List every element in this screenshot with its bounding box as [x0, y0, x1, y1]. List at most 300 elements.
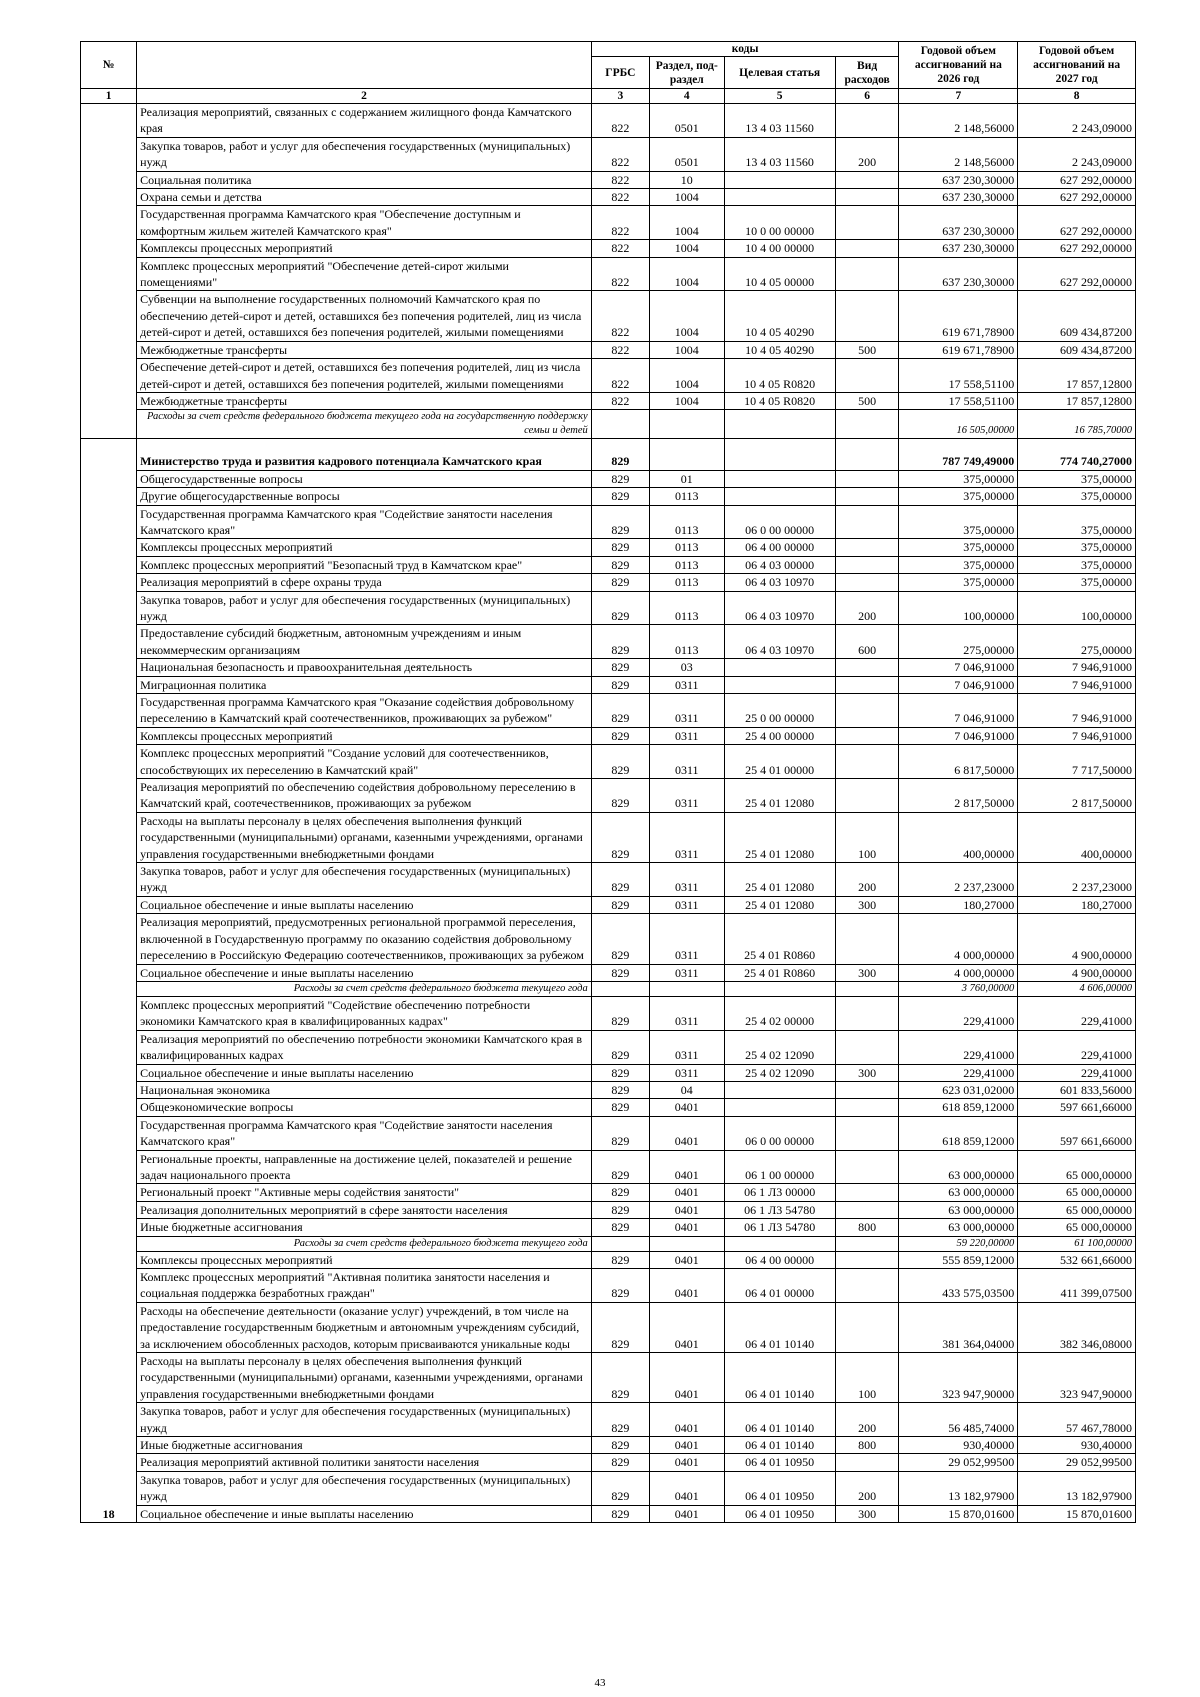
cell-target — [724, 470, 835, 487]
cell-target: 06 1 00 00000 — [724, 1150, 835, 1184]
cell-name: Комплексы процессных мероприятий — [137, 1251, 592, 1268]
cell-grbs: 829 — [591, 1116, 649, 1150]
table-row — [81, 189, 1136, 206]
cell-grbs: 829 — [591, 812, 649, 862]
cell-target: 06 0 00 00000 — [724, 505, 835, 539]
cell-grbs: 829 — [591, 1064, 649, 1081]
cell-target — [724, 439, 835, 470]
cell-target: 10 4 05 R0820 — [724, 392, 835, 409]
cell-target: 06 4 01 10950 — [724, 1471, 835, 1505]
column-number: 7 — [899, 89, 1018, 104]
cell-exptype — [835, 359, 899, 393]
cell-grbs: 829 — [591, 1471, 649, 1505]
cell-exptype — [835, 779, 899, 813]
header-codes: коды — [591, 42, 899, 57]
cell-amount-2027: 65 000,00000 — [1018, 1219, 1136, 1236]
cell-exptype: 300 — [835, 1064, 899, 1081]
cell-name: Реализация мероприятий в сфере охраны труда — [137, 574, 592, 591]
cell-section: 0401 — [650, 1505, 725, 1522]
table-row — [81, 625, 1136, 659]
cell-target — [724, 659, 835, 676]
table-row — [81, 996, 1136, 1030]
cell-target: 25 4 00 00000 — [724, 727, 835, 744]
cell-grbs: 822 — [591, 189, 649, 206]
cell-section: 1004 — [650, 392, 725, 409]
cell-amount-2027: 609 434,87200 — [1018, 291, 1136, 341]
cell-section: 04 — [650, 1081, 725, 1098]
cell-target: 10 4 05 40290 — [724, 341, 835, 358]
cell-exptype — [835, 727, 899, 744]
cell-target: 06 4 01 10140 — [724, 1353, 835, 1403]
table-row-note — [81, 1236, 1136, 1251]
cell-exptype — [835, 996, 899, 1030]
cell-name: Закупка товаров, работ и услуг для обеспечения государственных (муниципальных) нужд — [137, 863, 592, 897]
cell-amount-2026: 229,41000 — [899, 1030, 1018, 1064]
cell-section: 0401 — [650, 1116, 725, 1150]
cell-exptype: 600 — [835, 625, 899, 659]
cell-amount-2026: 555 859,12000 — [899, 1251, 1018, 1268]
table-row — [81, 812, 1136, 862]
table-row — [81, 1150, 1136, 1184]
cell-section: 0401 — [650, 1099, 725, 1116]
cell-target: 06 4 01 10950 — [724, 1505, 835, 1522]
cell-exptype — [835, 694, 899, 728]
cell-exptype — [835, 1269, 899, 1303]
cell-name: Иные бюджетные ассигнования — [137, 1219, 592, 1236]
cell-exptype — [835, 291, 899, 341]
cell-name: Комплекс процессных мероприятий "Активная политика занятости населения и социальная поддержка безработных граждан" — [137, 1269, 592, 1303]
table-row — [81, 694, 1136, 728]
table-row — [81, 1081, 1136, 1098]
cell-exptype — [835, 505, 899, 539]
cell-target — [724, 488, 835, 505]
table-row — [81, 1454, 1136, 1471]
cell-amount-2027: 4 606,00000 — [1018, 981, 1136, 996]
cell-section: 0401 — [650, 1471, 725, 1505]
cell-name: Реализация мероприятий, предусмотренных региональной программой переселения, включенной в Государственную программу по оказанию содействия добровольному переселению в Российскую Федерацию соотечественников, проживающих за рубежом — [137, 914, 592, 964]
header-target: Целевая статья — [724, 57, 835, 89]
table-row — [81, 206, 1136, 240]
cell-exptype — [835, 1116, 899, 1150]
cell-name: Охрана семьи и детства — [137, 189, 592, 206]
cell-exptype: 300 — [835, 964, 899, 981]
cell-grbs: 829 — [591, 1403, 649, 1437]
cell-section: 0311 — [650, 812, 725, 862]
cell-name: Общегосударственные вопросы — [137, 470, 592, 487]
cell-exptype — [835, 914, 899, 964]
cell-grbs: 822 — [591, 341, 649, 358]
cell-amount-2027: 4 900,00000 — [1018, 914, 1136, 964]
cell-grbs: 829 — [591, 896, 649, 913]
cell-target — [724, 981, 835, 996]
header-2027: Годовой объем ассигнований на 2027 год — [1018, 42, 1136, 89]
cell-amount-2026: 375,00000 — [899, 574, 1018, 591]
cell-name: Комплексы процессных мероприятий — [137, 727, 592, 744]
cell-exptype: 200 — [835, 591, 899, 625]
cell-amount-2026: 2 148,56000 — [899, 137, 1018, 171]
table-row — [81, 1099, 1136, 1116]
cell-section: 1004 — [650, 359, 725, 393]
cell-name: Национальная экономика — [137, 1081, 592, 1098]
cell-exptype — [835, 189, 899, 206]
cell-amount-2027: 323 947,90000 — [1018, 1353, 1136, 1403]
cell-amount-2026: 637 230,30000 — [899, 171, 1018, 188]
cell-target: 06 1 Л3 54780 — [724, 1201, 835, 1218]
cell-section: 0401 — [650, 1201, 725, 1218]
cell-exptype: 800 — [835, 1219, 899, 1236]
table-row — [81, 539, 1136, 556]
cell-section: 1004 — [650, 341, 725, 358]
cell-name: Социальное обеспечение и иные выплаты населению — [137, 1505, 592, 1522]
column-number: 2 — [137, 89, 592, 104]
cell-exptype — [835, 1030, 899, 1064]
table-row — [81, 470, 1136, 487]
cell-exptype: 800 — [835, 1437, 899, 1454]
cell-target — [724, 410, 835, 439]
cell-amount-2026: 229,41000 — [899, 996, 1018, 1030]
cell-amount-2026: 15 870,01600 — [899, 1505, 1018, 1522]
cell-section — [650, 981, 725, 996]
cell-amount-2027: 7 717,50000 — [1018, 745, 1136, 779]
cell-amount-2027: 100,00000 — [1018, 591, 1136, 625]
cell-grbs: 829 — [591, 1201, 649, 1218]
cell-amount-2027: 61 100,00000 — [1018, 1236, 1136, 1251]
cell-amount-2027: 601 833,56000 — [1018, 1081, 1136, 1098]
cell-grbs: 829 — [591, 505, 649, 539]
cell-target — [724, 1236, 835, 1251]
cell-section: 10 — [650, 171, 725, 188]
cell-amount-2027: 7 946,91000 — [1018, 659, 1136, 676]
cell-section — [650, 1236, 725, 1251]
cell-target: 25 4 01 00000 — [724, 745, 835, 779]
cell-amount-2027: 275,00000 — [1018, 625, 1136, 659]
cell-amount-2026: 619 671,78900 — [899, 291, 1018, 341]
cell-name: Государственная программа Камчатского края "Содействие занятости населения Камчатского края" — [137, 1116, 592, 1150]
cell-grbs: 829 — [591, 863, 649, 897]
cell-amount-2026: 7 046,91000 — [899, 694, 1018, 728]
cell-name: Государственная программа Камчатского края "Обеспечение доступным и комфортным жильем жителей Камчатского края" — [137, 206, 592, 240]
cell-section: 0311 — [650, 745, 725, 779]
cell-grbs: 829 — [591, 745, 649, 779]
cell-exptype: 100 — [835, 1353, 899, 1403]
cell-grbs: 829 — [591, 1081, 649, 1098]
table-row — [81, 659, 1136, 676]
cell-exptype — [835, 488, 899, 505]
cell-amount-2026: 618 859,12000 — [899, 1116, 1018, 1150]
cell-name: Расходы на выплаты персоналу в целях обеспечения выполнения функций государственными (муниципальными) органами, казенными учреждениями, органами управления государственными внебюджетными фондами — [137, 1353, 592, 1403]
cell-exptype — [835, 676, 899, 693]
page-number: 43 — [594, 1677, 606, 1689]
cell-section: 0113 — [650, 505, 725, 539]
cell-grbs: 822 — [591, 240, 649, 257]
table-row-note — [81, 410, 1136, 439]
cell-amount-2026: 275,00000 — [899, 625, 1018, 659]
cell-section: 0311 — [650, 896, 725, 913]
table-row — [81, 291, 1136, 341]
cell-exptype — [835, 1302, 899, 1352]
cell-grbs: 829 — [591, 1099, 649, 1116]
cell-exptype — [835, 1081, 899, 1098]
cell-amount-2026: 56 485,74000 — [899, 1403, 1018, 1437]
cell-exptype — [835, 539, 899, 556]
cell-name: Иные бюджетные ассигнования — [137, 1437, 592, 1454]
cell-grbs: 829 — [591, 1302, 649, 1352]
cell-grbs: 829 — [591, 659, 649, 676]
table-row — [81, 359, 1136, 393]
column-number: 1 — [81, 89, 137, 104]
cell-amount-2027: 17 857,12800 — [1018, 359, 1136, 393]
cell-grbs: 829 — [591, 1454, 649, 1471]
table-row — [81, 1251, 1136, 1268]
cell-amount-2027: 2 243,09000 — [1018, 137, 1136, 171]
cell-target: 25 0 00 00000 — [724, 694, 835, 728]
cell-target: 25 4 01 12080 — [724, 812, 835, 862]
cell-amount-2026: 29 052,99500 — [899, 1454, 1018, 1471]
cell-name: Региональный проект "Активные меры содействия занятости" — [137, 1184, 592, 1201]
cell-exptype — [835, 1099, 899, 1116]
cell-amount-2026: 323 947,90000 — [899, 1353, 1018, 1403]
cell-amount-2027: 382 346,08000 — [1018, 1302, 1136, 1352]
cell-exptype — [835, 659, 899, 676]
cell-amount-2027: 65 000,00000 — [1018, 1201, 1136, 1218]
cell-grbs — [591, 981, 649, 996]
cell-exptype: 200 — [835, 1403, 899, 1437]
cell-amount-2027: 4 900,00000 — [1018, 964, 1136, 981]
cell-name: Общеэкономические вопросы — [137, 1099, 592, 1116]
cell-amount-2027: 375,00000 — [1018, 539, 1136, 556]
cell-amount-2026: 381 364,04000 — [899, 1302, 1018, 1352]
cell-grbs: 829 — [591, 470, 649, 487]
cell-amount-2026: 13 182,97900 — [899, 1471, 1018, 1505]
cell-amount-2027: 229,41000 — [1018, 1030, 1136, 1064]
cell-amount-2026: 7 046,91000 — [899, 727, 1018, 744]
cell-grbs: 829 — [591, 591, 649, 625]
cell-grbs: 829 — [591, 779, 649, 813]
budget-table — [80, 41, 1136, 1523]
cell-section: 0401 — [650, 1437, 725, 1454]
cell-amount-2027: 627 292,00000 — [1018, 240, 1136, 257]
cell-amount-2026: 375,00000 — [899, 488, 1018, 505]
cell-amount-2026: 375,00000 — [899, 556, 1018, 573]
cell-grbs: 829 — [591, 1030, 649, 1064]
cell-exptype: 300 — [835, 896, 899, 913]
table-row — [81, 1505, 1136, 1522]
cell-section: 0401 — [650, 1219, 725, 1236]
cell-amount-2026: 375,00000 — [899, 470, 1018, 487]
cell-amount-2027: 17 857,12800 — [1018, 392, 1136, 409]
cell-target — [724, 171, 835, 188]
cell-amount-2027: 29 052,99500 — [1018, 1454, 1136, 1471]
cell-target: 10 4 00 00000 — [724, 240, 835, 257]
cell-name: Закупка товаров, работ и услуг для обеспечения государственных (муниципальных) нужд — [137, 137, 592, 171]
cell-name: Закупка товаров, работ и услуг для обеспечения государственных (муниципальных) нужд — [137, 1403, 592, 1437]
cell-section: 1004 — [650, 240, 725, 257]
cell-amount-2027: 2 243,09000 — [1018, 104, 1136, 138]
cell-amount-2027: 774 740,27000 — [1018, 439, 1136, 470]
cell-amount-2027: 375,00000 — [1018, 505, 1136, 539]
cell-target: 25 4 01 R0860 — [724, 914, 835, 964]
table-row — [81, 1201, 1136, 1218]
table-row-ministry — [81, 439, 1136, 470]
cell-grbs: 829 — [591, 676, 649, 693]
cell-amount-2027: 375,00000 — [1018, 470, 1136, 487]
table-row — [81, 896, 1136, 913]
cell-name: Обеспечение детей-сирот и детей, оставшихся без попечения родителей, лиц из числа детей-сирот и детей, оставшихся без попечения родителей, жилыми помещениями — [137, 359, 592, 393]
cell-section: 0401 — [650, 1403, 725, 1437]
cell-amount-2026: 4 000,00000 — [899, 914, 1018, 964]
cell-grbs: 829 — [591, 1353, 649, 1403]
cell-grbs: 822 — [591, 206, 649, 240]
cell-grbs: 822 — [591, 359, 649, 393]
table-row — [81, 914, 1136, 964]
cell-exptype — [835, 1150, 899, 1184]
cell-section: 0113 — [650, 556, 725, 573]
cell-name: Расходы на обеспечение деятельности (оказание услуг) учреждений, в том числе на предоставление государственным бюджетным и автономным учреждениям субсидий, за исключением обособленных расходов, которым присваиваются уникальные коды — [137, 1302, 592, 1352]
cell-exptype — [835, 410, 899, 439]
cell-exptype — [835, 1184, 899, 1201]
table-row — [81, 240, 1136, 257]
cell-amount-2026: 375,00000 — [899, 539, 1018, 556]
table-row — [81, 863, 1136, 897]
table-row — [81, 727, 1136, 744]
cell-amount-2026: 63 000,00000 — [899, 1219, 1018, 1236]
cell-grbs: 829 — [591, 1184, 649, 1201]
cell-target: 06 4 03 10970 — [724, 591, 835, 625]
cell-exptype — [835, 556, 899, 573]
cell-exptype — [835, 745, 899, 779]
cell-name: Субвенции на выполнение государственных полномочий Камчатского края по обеспечению детей-сирот и детей, оставшихся без попечения родителей, лиц из числа детей-сирот и детей, оставшихся без попечения родителей, жилыми помещениями — [137, 291, 592, 341]
cell-name: Расходы на выплаты персоналу в целях обеспечения выполнения функций государственными (муниципальными) органами, казенными учреждениями, органами управления государственными внебюджетными фондами — [137, 812, 592, 862]
cell-amount-2027: 180,27000 — [1018, 896, 1136, 913]
cell-name: Реализация мероприятий, связанных с содержанием жилищного фонда Камчатского края — [137, 104, 592, 138]
table-row — [81, 964, 1136, 981]
cell-amount-2027: 627 292,00000 — [1018, 189, 1136, 206]
cell-exptype — [835, 439, 899, 470]
cell-target: 06 4 03 10970 — [724, 574, 835, 591]
cell-target: 25 4 02 12090 — [724, 1064, 835, 1081]
cell-amount-2027: 627 292,00000 — [1018, 171, 1136, 188]
cell-name: Социальное обеспечение и иные выплаты населению — [137, 1064, 592, 1081]
cell-exptype — [835, 1201, 899, 1218]
cell-grbs — [591, 410, 649, 439]
table-row — [81, 488, 1136, 505]
cell-section: 0311 — [650, 863, 725, 897]
header-section: Раздел, под-раздел — [650, 57, 725, 89]
cell-section: 1004 — [650, 291, 725, 341]
cell-amount-2027: 400,00000 — [1018, 812, 1136, 862]
cell-amount-2027: 609 434,87200 — [1018, 341, 1136, 358]
cell-amount-2027: 7 946,91000 — [1018, 676, 1136, 693]
cell-exptype — [835, 1454, 899, 1471]
cell-section: 0401 — [650, 1184, 725, 1201]
cell-name: Реализация дополнительных мероприятий в сфере занятости населения — [137, 1201, 592, 1218]
cell-grbs — [591, 1236, 649, 1251]
table-row — [81, 1184, 1136, 1201]
cell-grbs: 829 — [591, 439, 649, 470]
table-row — [81, 341, 1136, 358]
cell-amount-2027: 597 661,66000 — [1018, 1099, 1136, 1116]
cell-name: Комплексы процессных мероприятий — [137, 240, 592, 257]
cell-grbs: 829 — [591, 1505, 649, 1522]
cell-section: 1004 — [650, 189, 725, 206]
cell-amount-2027: 375,00000 — [1018, 556, 1136, 573]
cell-name: Реализация мероприятий по обеспечению потребности экономики Камчатского края в квалифицированных кадрах — [137, 1030, 592, 1064]
cell-amount-2027: 57 467,78000 — [1018, 1403, 1136, 1437]
table-row — [81, 591, 1136, 625]
table-row — [81, 171, 1136, 188]
cell-amount-2027: 411 399,07500 — [1018, 1269, 1136, 1303]
cell-amount-2026: 2 817,50000 — [899, 779, 1018, 813]
cell-exptype: 200 — [835, 1471, 899, 1505]
table-row — [81, 1269, 1136, 1303]
cell-amount-2027: 16 785,70000 — [1018, 410, 1136, 439]
cell-name: Предоставление субсидий бюджетным, автономным учреждениям и иным некоммерческим организациям — [137, 625, 592, 659]
table-row — [81, 1403, 1136, 1437]
cell-section: 0311 — [650, 996, 725, 1030]
cell-section: 0311 — [650, 727, 725, 744]
table-row — [81, 1064, 1136, 1081]
cell-name: Государственная программа Камчатского края "Содействие занятости населения Камчатского края" — [137, 505, 592, 539]
cell-exptype — [835, 470, 899, 487]
table-row — [81, 1353, 1136, 1403]
cell-name: Комплекс процессных мероприятий "Создание условий для соотечественников, способствующих их переселению в Камчатский край" — [137, 745, 592, 779]
cell-grbs: 829 — [591, 996, 649, 1030]
cell-name: Межбюджетные трансферты — [137, 392, 592, 409]
cell-amount-2026: 7 046,91000 — [899, 659, 1018, 676]
cell-exptype — [835, 1251, 899, 1268]
cell-amount-2026: 6 817,50000 — [899, 745, 1018, 779]
cell-amount-2026: 930,40000 — [899, 1437, 1018, 1454]
cell-amount-2027: 597 661,66000 — [1018, 1116, 1136, 1150]
cell-target: 06 4 01 10140 — [724, 1437, 835, 1454]
cell-amount-2026: 2 237,23000 — [899, 863, 1018, 897]
cell-exptype: 200 — [835, 863, 899, 897]
table-row — [81, 779, 1136, 813]
cell-grbs: 822 — [591, 257, 649, 291]
cell-section — [650, 410, 725, 439]
cell-grbs: 829 — [591, 1251, 649, 1268]
cell-exptype — [835, 240, 899, 257]
header-name-empty — [137, 42, 592, 89]
cell-grbs: 822 — [591, 137, 649, 171]
cell-amount-2027: 930,40000 — [1018, 1437, 1136, 1454]
cell-number: 18 — [81, 439, 137, 1523]
cell-amount-2026: 619 671,78900 — [899, 341, 1018, 358]
table-row — [81, 574, 1136, 591]
cell-exptype: 200 — [835, 137, 899, 171]
cell-grbs: 822 — [591, 171, 649, 188]
cell-amount-2027: 229,41000 — [1018, 1064, 1136, 1081]
cell-amount-2026: 2 148,56000 — [899, 104, 1018, 138]
table-row — [81, 505, 1136, 539]
cell-name: Социальное обеспечение и иные выплаты населению — [137, 964, 592, 981]
cell-target: 10 4 05 40290 — [724, 291, 835, 341]
table-row — [81, 556, 1136, 573]
cell-amount-2027: 627 292,00000 — [1018, 206, 1136, 240]
table-body — [81, 104, 1136, 1523]
cell-section: 0311 — [650, 1064, 725, 1081]
cell-target: 06 4 01 10140 — [724, 1403, 835, 1437]
cell-name: Реализация мероприятий по обеспечению содействия добровольному переселению в Камчатский край, соотечественников, проживающих за рубежом — [137, 779, 592, 813]
header-grbs: ГРБС — [591, 57, 649, 89]
cell-amount-2026: 637 230,30000 — [899, 240, 1018, 257]
cell-section: 0501 — [650, 137, 725, 171]
table-row — [81, 392, 1136, 409]
cell-exptype — [835, 574, 899, 591]
cell-name: Комплекс процессных мероприятий "Безопасный труд в Камчатском крае" — [137, 556, 592, 573]
column-number: 6 — [835, 89, 899, 104]
cell-exptype — [835, 171, 899, 188]
